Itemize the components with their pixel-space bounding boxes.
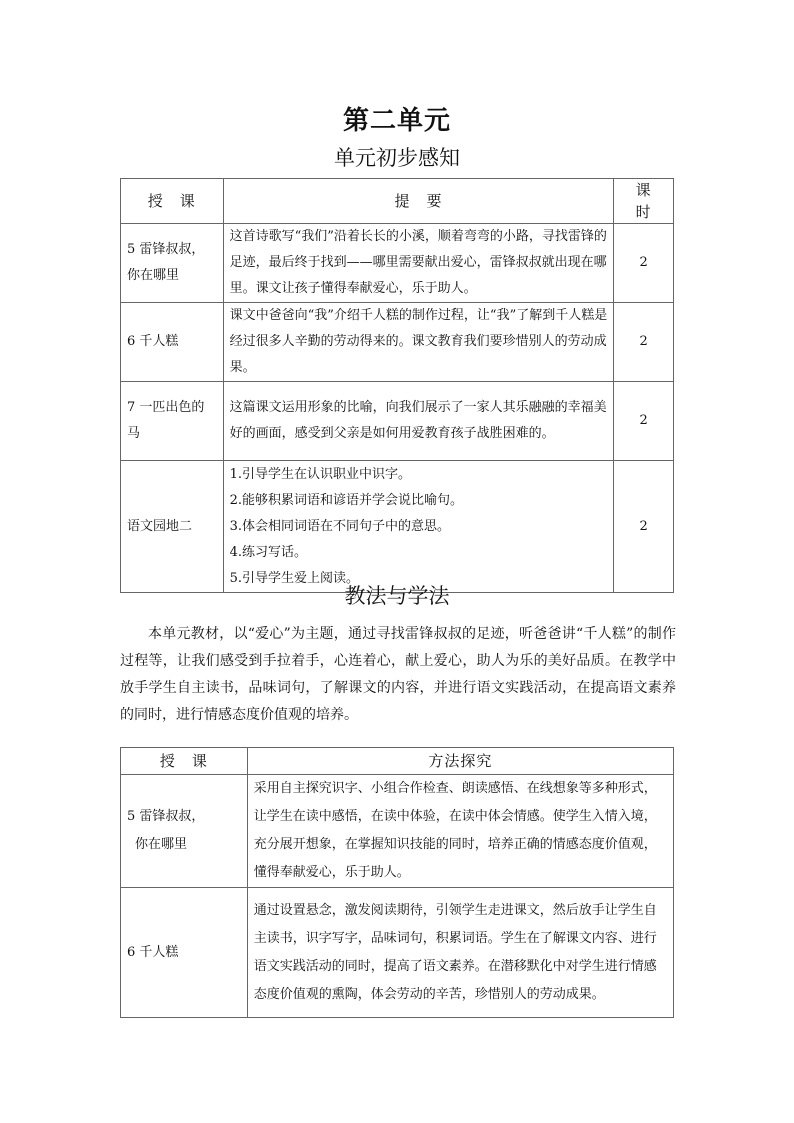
- table-row: [121, 461, 674, 593]
- lesson-name-line: 5 雷锋叔叔，: [127, 809, 205, 824]
- overview-header-row: [121, 179, 674, 224]
- header-lesson: 授 课: [121, 748, 248, 775]
- lesson-summary: 这首诗歌写“我们”沿着长长的小溪，顺着弯弯的小路，寻找雷锋的足迹，最后终于找到——哪里需要献出爱心，雷锋叔叔就出现在哪里。课文让孩子懂得奉献爱心，乐于助人。: [223, 224, 614, 303]
- methods-header-row: [121, 748, 674, 775]
- lesson-hours: 2: [614, 461, 674, 593]
- lesson-hours: 2: [614, 382, 674, 461]
- header-method: 方法探究: [247, 748, 673, 775]
- lesson-name-line: 你在哪里: [135, 837, 188, 852]
- methods-table: [120, 747, 674, 1018]
- method-description: 采用自主探究识字、小组合作检查、朗读感悟、在线想象等多种形式，让学生在读中感悟，在读中体验，在读中体会情感。使学生入情入境，充分展开想象，在掌握知识技能的同时，培养正确的情感态度价值观，懂得奉献爱心，乐于助人。: [247, 775, 673, 888]
- lesson-name: 5 雷锋叔叔，你在哪里: [121, 224, 224, 303]
- section-title-methods: 教法与学法: [344, 584, 450, 608]
- list-item: 2.能够积累词语和谚语并学会说比喻句。: [229, 492, 464, 508]
- lesson-name: 语文园地二: [121, 461, 224, 593]
- lesson-name: 7 一匹出色的马: [121, 382, 224, 461]
- list-item: 5.引导学生爱上阅读。: [229, 570, 360, 586]
- header-hours: 课 时: [614, 179, 674, 224]
- header-summary: 提 要: [223, 179, 614, 224]
- table-row: [121, 303, 674, 382]
- lesson-name: [121, 775, 248, 888]
- section-title-overview: 单元初步感知: [334, 146, 460, 170]
- lesson-name: 6 千人糕: [121, 303, 224, 382]
- list-item: 3.体会相同词语在不同句子中的意思。: [229, 518, 451, 534]
- table-row: [121, 224, 674, 303]
- header-lesson: 授 课: [121, 179, 224, 224]
- overview-table: [120, 178, 674, 593]
- method-description: 通过设置悬念，激发阅读期待，引领学生走进课文，然后放手让学生自主读书，识字写字，品味词句，积累词语。学生在了解课文内容、进行语文实践活动的同时，提高了语文素养。在潜移默化中对学生进行情感态度价值观的熏陶，体会劳动的辛苦，珍惜别人的劳动成果。: [247, 888, 673, 1018]
- methods-paragraph: 本单元教材，以“爱心”为主题，通过寻找雷锋叔叔的足迹，听爸爸讲“千人糕”的制作过程等，让我们感受到手拉着手，心连着心，献上爱心，助人为乐的美好品质。在教学中放手学生自主读书，品味词句，了解课文的内容，并进行语文实践活动，在提高语文素养的同时，进行情感态度价值观的培养。: [120, 626, 676, 723]
- lesson-summary: 课文中爸爸向“我”介绍千人糕的制作过程，让“我”了解到千人糕是经过很多人辛勤的劳动得来的。课文教育我们要珍惜别人的劳动成果。: [223, 303, 614, 382]
- lesson-hours: 2: [614, 303, 674, 382]
- table-row: [121, 775, 674, 888]
- lesson-name: [121, 888, 248, 1018]
- list-item: 1.引导学生在认识职业中识字。: [229, 466, 412, 482]
- lesson-summary: 这篇课文运用形象的比喻，向我们展示了一家人其乐融融的幸福美好的画面，感受到父亲是如何用爱教育孩子战胜困难的。: [223, 382, 614, 461]
- unit-title: 第二单元: [342, 106, 451, 136]
- table-row: [121, 382, 674, 461]
- garden-goals: [223, 461, 614, 593]
- list-item: 4.练习写话。: [229, 544, 308, 560]
- lesson-hours: 2: [614, 224, 674, 303]
- table-row: [121, 888, 674, 1018]
- lesson-name-line: 6 千人糕: [127, 944, 179, 960]
